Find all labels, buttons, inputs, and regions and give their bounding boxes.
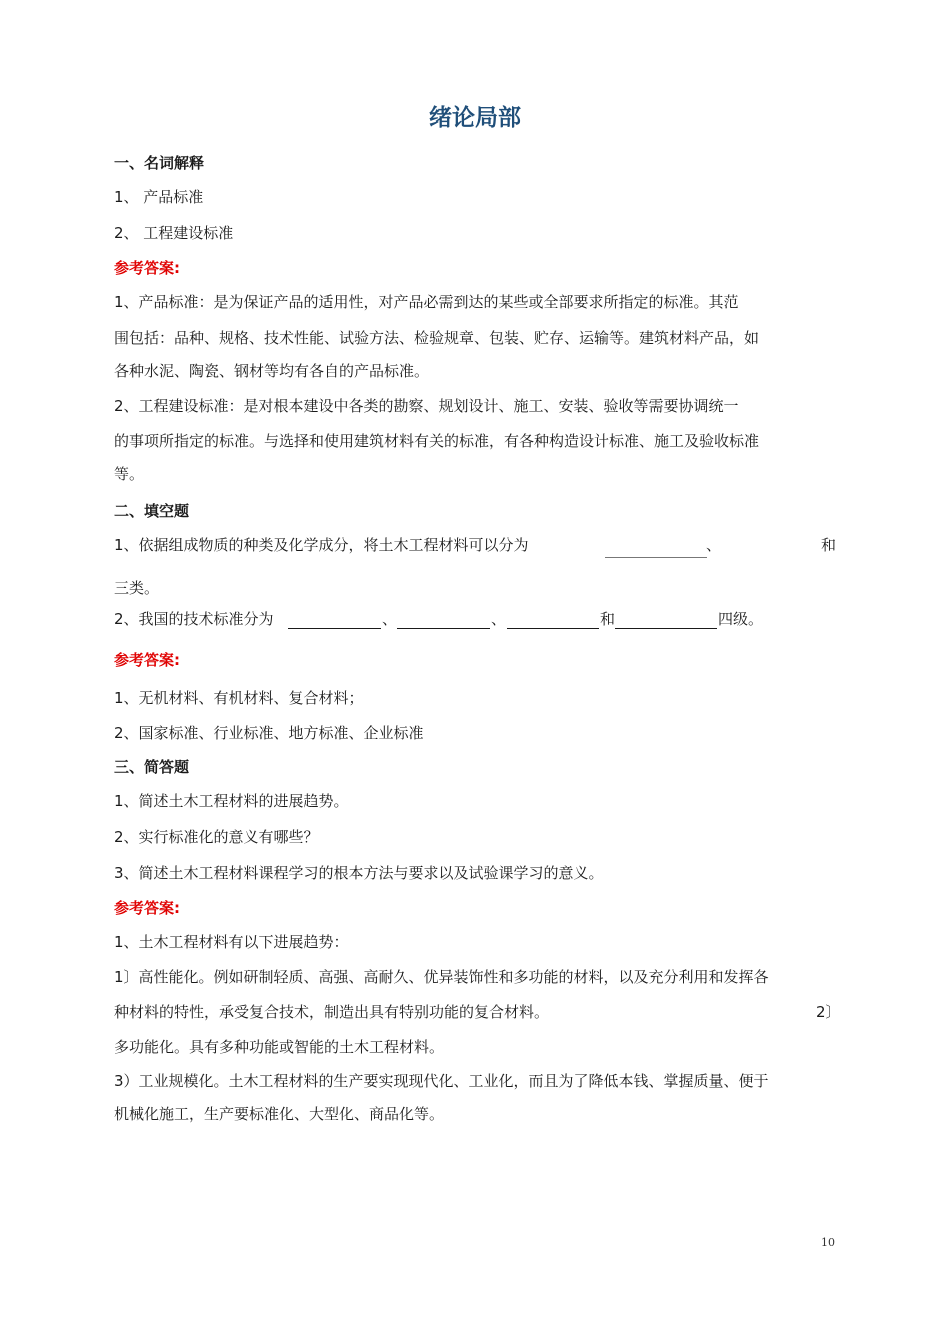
question-text: 3、简述土木工程材料课程学习的根本方法与要求以及试验课学习的意义。 [114, 864, 604, 882]
answer-text: 2、国家标准、行业标准、地方标准、企业标准 [114, 724, 424, 742]
answer-label: 参考答案: [114, 651, 180, 669]
question-text: 2、 工程建设标准 [114, 224, 234, 242]
answer-blank [397, 628, 490, 629]
separator: 、 [706, 536, 722, 554]
separator: 、 [382, 610, 398, 628]
answer-text: 1〕高性能化。例如研制轻质、高强、高耐久、优异装饰性和多功能的材料，以及充分利用和发挥各 [114, 968, 769, 986]
answer-blank [288, 628, 381, 629]
separator: 、 [491, 610, 507, 628]
answer-blank [605, 557, 707, 558]
answer-text: 1、土木工程材料有以下进展趋势： [114, 933, 349, 951]
answer-label: 参考答案: [114, 259, 180, 277]
answer-text: 3）工业规模化。土木工程材料的生产要实现现代化、工业化，而且为了降低本钱、掌握质量、便于 [114, 1072, 769, 1090]
question-text: 1、 产品标准 [114, 188, 204, 206]
section-heading-terms: 一、名词解释 [114, 154, 205, 172]
page-title: 绪论局部 [429, 105, 521, 131]
answer-blank [507, 628, 599, 629]
answer-text: 2、工程建设标准：是对根本建设中各类的勘察、规划设计、施工、安装、验收等需要协调统一 [114, 397, 739, 415]
conjunction: 和 [821, 536, 837, 554]
page-number: 10 [821, 1236, 835, 1249]
question-text: 三类。 [114, 579, 160, 597]
answer-text: 的事项所指定的标准。与选择和使用建筑材料有关的标准，有各种构造设计标准、施工及验收标准 [114, 432, 760, 450]
section-heading-short-answer: 三、简答题 [114, 758, 190, 776]
conjunction: 和 [600, 610, 616, 628]
answer-text: 种材料的特性，承受复合技术，制造出具有特别功能的复合材料。 [114, 1003, 550, 1021]
question-text: 1、依据组成物质的种类及化学成分，将土木工程材料可以分为 [114, 536, 529, 554]
answer-text: 1、无机材料、有机材料、复合材料； [114, 689, 364, 707]
question-text: 四级。 [718, 610, 764, 628]
answer-text: 机械化施工，生产要标准化、大型化、商品化等。 [114, 1105, 445, 1123]
answer-blank [615, 628, 717, 629]
section-heading-fill-blank: 二、填空题 [114, 502, 190, 520]
answer-text: 各种水泥、陶瓷、钢材等均有各自的产品标准。 [114, 362, 430, 380]
answer-text: 多功能化。具有多种功能或智能的土木工程材料。 [114, 1038, 445, 1056]
question-text: 1、简述土木工程材料的进展趋势。 [114, 792, 349, 810]
answer-text: 1、产品标准：是为保证产品的适用性，对产品必需到达的某些或全部要求所指定的标准。其范 [114, 293, 739, 311]
answer-text: 围包括：品种、规格、技术性能、试验方法、检验规章、包装、贮存、运输等。建筑材料产品，如 [114, 329, 760, 347]
list-number: 2〕 [816, 1003, 841, 1021]
answer-text: 等。 [114, 465, 145, 483]
question-text: 2、实行标准化的意义有哪些？ [114, 828, 319, 846]
answer-label: 参考答案: [114, 899, 180, 917]
question-text: 2、我国的技术标准分为 [114, 610, 274, 628]
